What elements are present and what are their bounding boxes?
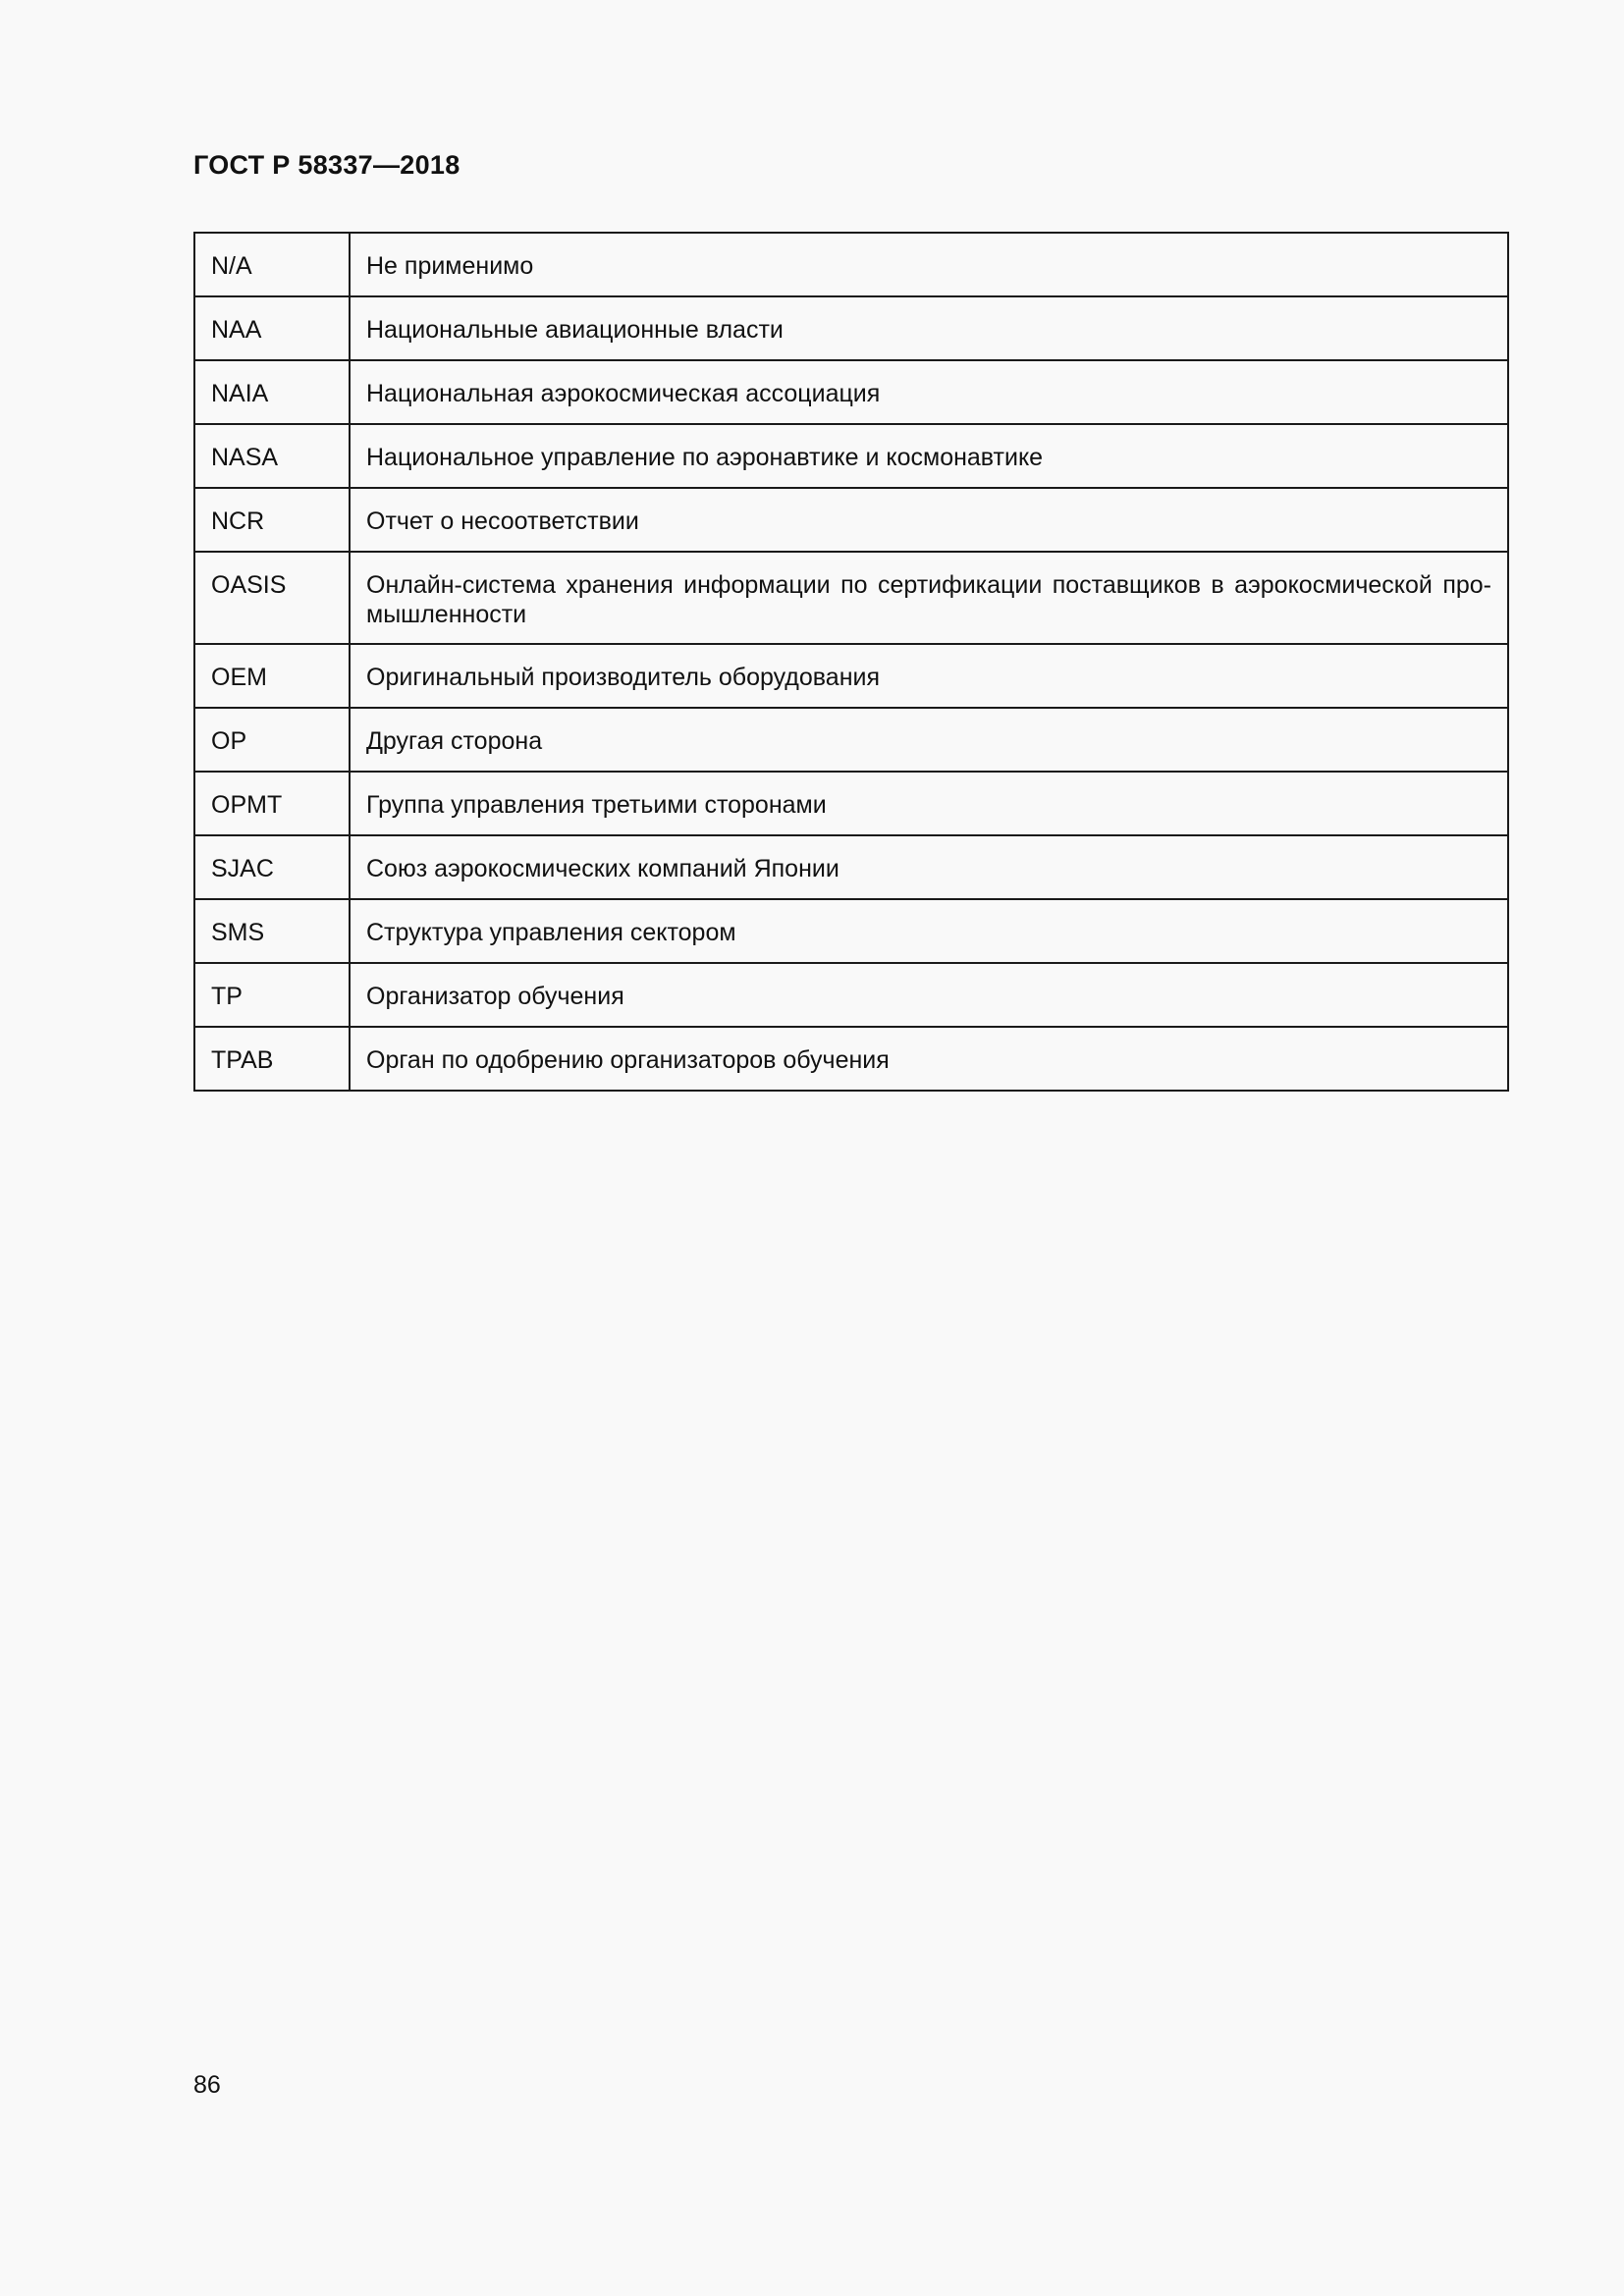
page-number: 86 [193,2071,221,2099]
abbreviation-cell: TPAB [194,1027,350,1091]
table-row [194,360,1508,424]
definition-cell: Союз аэрокосмических компаний Японии [350,835,1508,899]
definition-cell: Другая сторона [350,708,1508,772]
abbreviation-cell: NCR [194,488,350,552]
abbreviation-cell: OASIS [194,552,350,644]
definition-cell: Отчет о несоответствии [350,488,1508,552]
definition-cell: Национальная аэрокосмическая ассоциация [350,360,1508,424]
abbreviation-cell: TP [194,963,350,1027]
abbreviation-cell: NASA [194,424,350,488]
definition-cell: Структура управления сектором [350,899,1508,963]
table-row [194,424,1508,488]
abbreviation-cell: OP [194,708,350,772]
document-header: ГОСТ Р 58337—2018 [193,150,460,180]
definition-cell: Организатор обучения [350,963,1508,1027]
abbreviation-cell: N/A [194,233,350,296]
abbreviation-cell: NAA [194,296,350,360]
abbreviation-cell: OPMT [194,772,350,835]
table-row [194,296,1508,360]
definition-cell: Национальные авиационные власти [350,296,1508,360]
table-row [194,488,1508,552]
table-row [194,708,1508,772]
definition-cell: Орган по одобрению организаторов обучения [350,1027,1508,1091]
definition-cell: Группа управления третьими сторонами [350,772,1508,835]
table-row [194,772,1508,835]
table-row [194,1027,1508,1091]
table-row [194,963,1508,1027]
table-row [194,835,1508,899]
definition-cell: Национальное управление по аэронавтике и космонавтике [350,424,1508,488]
abbreviation-cell: SMS [194,899,350,963]
table-row [194,899,1508,963]
definition-cell: Онлайн-система хранения информации по сертификации поставщиков в аэрокосмической промышленности [350,552,1508,644]
table-row [194,644,1508,708]
definition-cell: Оригинальный производитель оборудования [350,644,1508,708]
abbreviation-cell: NAIA [194,360,350,424]
table-row [194,552,1508,644]
table-row [194,233,1508,296]
definition-cell: Не применимо [350,233,1508,296]
abbreviations-table [193,232,1509,1092]
abbreviation-cell: OEM [194,644,350,708]
abbreviation-cell: SJAC [194,835,350,899]
